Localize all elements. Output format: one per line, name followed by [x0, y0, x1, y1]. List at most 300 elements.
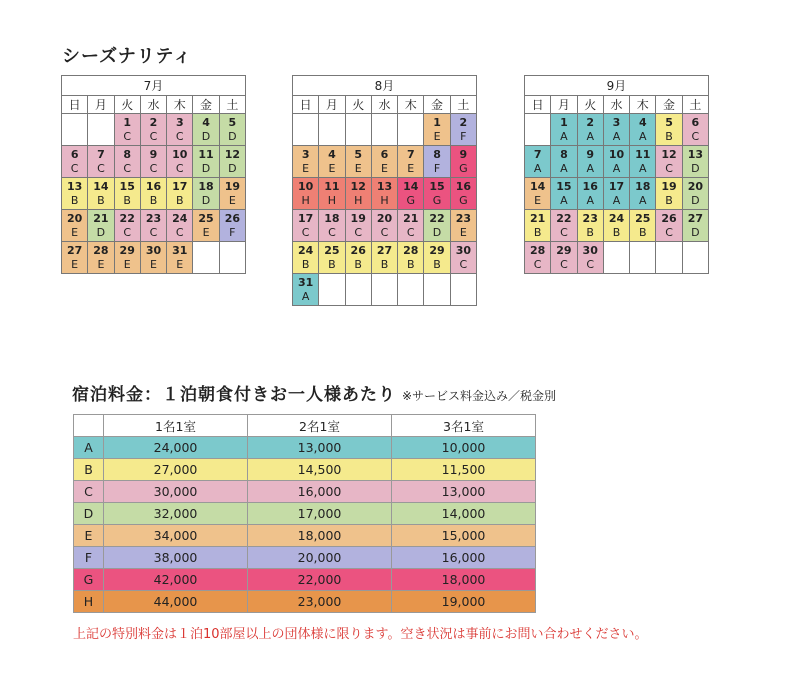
price-row — [74, 481, 536, 503]
day-number: 20 — [687, 179, 703, 193]
calendar-day-cell — [219, 178, 245, 210]
day-number: 17 — [297, 211, 314, 225]
calendar-day-cell — [88, 178, 114, 210]
price-header-cell: 2名1室 — [248, 415, 392, 437]
day-rank: A — [560, 129, 568, 143]
day-number: 26 — [350, 243, 366, 257]
weekday-header: 土 — [682, 96, 708, 114]
calendar-day-cell — [603, 210, 629, 242]
day-number: 18 — [635, 179, 651, 193]
day-rank: E — [150, 257, 157, 271]
day-number: 28 — [93, 243, 109, 257]
price-value-cell: 27,000 — [104, 459, 248, 481]
calendar-day-cell — [140, 210, 166, 242]
day-number: 3 — [612, 115, 621, 129]
day-number: 30 — [455, 243, 471, 257]
price-rank-cell: C — [74, 481, 104, 503]
day-number: 29 — [429, 243, 445, 257]
day-number: 18 — [324, 211, 340, 225]
price-rank-cell: D — [74, 503, 104, 525]
price-row — [74, 547, 536, 569]
day-rank: D — [201, 193, 211, 207]
day-rank: H — [327, 193, 337, 207]
calendar-day-cell — [371, 146, 397, 178]
calendar-day-cell — [114, 146, 140, 178]
price-title — [72, 380, 556, 405]
day-rank: B — [533, 225, 542, 239]
price-value-cell: 24,000 — [104, 437, 248, 459]
seasonality-heading: シーズナリティ — [62, 46, 192, 67]
day-number: 25 — [198, 211, 214, 225]
day-rank: D — [691, 225, 700, 239]
day-rank: C — [533, 257, 542, 271]
price-value-cell: 14,500 — [248, 459, 392, 481]
day-rank: F — [433, 161, 441, 175]
day-rank: C — [175, 129, 184, 143]
day-rank: B — [175, 193, 184, 207]
day-number: 20 — [66, 211, 83, 225]
calendar-day-cell — [424, 242, 450, 274]
weekday-header: 土 — [450, 96, 476, 114]
day-number: 21 — [403, 211, 419, 225]
calendar-day-cell — [525, 210, 551, 242]
day-rank: C — [123, 129, 132, 143]
day-rank: B — [665, 193, 673, 207]
day-rank: A — [560, 161, 568, 175]
day-number: 30 — [582, 243, 598, 257]
price-header-cell — [74, 415, 104, 437]
day-number: 26 — [224, 211, 240, 225]
day-number: 6 — [380, 147, 389, 161]
day-number: 25 — [324, 243, 340, 257]
day-number: 8 — [123, 147, 132, 161]
day-rank: C — [560, 225, 568, 239]
calendar-day-cell — [577, 210, 603, 242]
day-number: 16 — [145, 179, 162, 193]
price-header-cell: 1名1室 — [104, 415, 248, 437]
calendar-day-cell — [62, 242, 88, 274]
calendar-september — [524, 75, 709, 274]
day-rank: A — [560, 193, 568, 207]
day-number: 20 — [376, 211, 393, 225]
calendar-day-cell — [167, 242, 193, 274]
calendar-day-cell — [140, 114, 166, 146]
price-value-cell: 13,000 — [248, 437, 392, 459]
calendar-day-cell — [682, 178, 708, 210]
calendar-empty-cell — [525, 114, 551, 146]
day-number: 14 — [403, 179, 419, 193]
day-number: 4 — [202, 115, 210, 129]
calendar-empty-cell — [603, 242, 629, 274]
calendar-day-cell — [319, 210, 345, 242]
day-rank: E — [123, 257, 131, 271]
day-number: 3 — [175, 115, 184, 129]
price-value-cell: 44,000 — [104, 591, 248, 613]
weekday-header: 木 — [167, 96, 193, 114]
calendar-empty-cell — [656, 242, 682, 274]
day-number: 13 — [66, 179, 83, 193]
calendar-day-cell — [630, 210, 656, 242]
day-number: 8 — [560, 147, 568, 161]
day-rank: C — [70, 161, 79, 175]
day-rank: C — [586, 257, 595, 271]
day-rank: C — [560, 257, 568, 271]
day-rank: E — [381, 161, 388, 175]
calendar-week-row — [293, 178, 477, 210]
day-rank: B — [97, 193, 105, 207]
calendar-day-cell — [193, 210, 219, 242]
day-number: 5 — [665, 115, 673, 129]
day-rank: A — [612, 161, 621, 175]
calendar-empty-cell — [371, 274, 397, 306]
day-number: 28 — [403, 243, 419, 257]
weekday-header: 水 — [603, 96, 629, 114]
price-rank-cell: A — [74, 437, 104, 459]
price-value-cell: 32,000 — [104, 503, 248, 525]
day-rank: D — [691, 161, 700, 175]
day-number: 2 — [149, 115, 158, 129]
day-number: 24 — [172, 211, 188, 225]
calendar-day-cell — [345, 146, 371, 178]
day-number: 9 — [149, 147, 158, 161]
price-row — [74, 459, 536, 481]
calendar-empty-cell — [319, 274, 345, 306]
price-value-cell: 20,000 — [248, 547, 392, 569]
calendar-empty-cell — [424, 274, 450, 306]
price-value-cell: 10,000 — [392, 437, 536, 459]
day-rank: B — [123, 193, 131, 207]
calendar-day-cell — [88, 146, 114, 178]
day-rank: G — [432, 193, 442, 207]
weekday-header: 金 — [424, 96, 450, 114]
calendar-day-cell — [630, 146, 656, 178]
calendar-day-cell — [219, 146, 245, 178]
calendar-empty-cell — [450, 274, 476, 306]
calendar-day-cell — [603, 146, 629, 178]
day-number: 6 — [691, 115, 700, 129]
calendar-day-cell — [630, 114, 656, 146]
day-rank: C — [123, 225, 132, 239]
calendar-day-cell — [167, 178, 193, 210]
price-header-cell: 3名1室 — [392, 415, 536, 437]
day-number: 3 — [301, 147, 310, 161]
day-rank: E — [97, 257, 105, 271]
price-header-row — [74, 415, 536, 437]
day-number: 4 — [328, 147, 336, 161]
day-rank: D — [691, 193, 700, 207]
calendar-day-cell — [167, 210, 193, 242]
calendar-day-cell — [525, 178, 551, 210]
calendar-day-cell — [603, 114, 629, 146]
calendar-day-cell — [398, 146, 424, 178]
day-rank: B — [70, 193, 79, 207]
price-value-cell: 18,000 — [392, 569, 536, 591]
day-rank: B — [301, 257, 310, 271]
day-rank: B — [665, 129, 673, 143]
day-number: 5 — [228, 115, 237, 129]
day-rank: C — [691, 129, 700, 143]
weekday-header: 木 — [630, 96, 656, 114]
day-number: 11 — [635, 147, 651, 161]
calendar-day-cell — [656, 210, 682, 242]
calendar-day-cell — [424, 210, 450, 242]
day-number: 12 — [350, 179, 366, 193]
day-rank: E — [459, 225, 467, 239]
price-value-cell: 17,000 — [248, 503, 392, 525]
day-number: 14 — [529, 179, 546, 193]
calendar-empty-cell — [293, 114, 319, 146]
day-number: 2 — [586, 115, 595, 129]
day-rank: D — [96, 225, 106, 239]
calendar-empty-cell — [319, 114, 345, 146]
price-value-cell: 22,000 — [248, 569, 392, 591]
calendar-day-cell — [630, 178, 656, 210]
day-number: 21 — [93, 211, 109, 225]
calendar-day-cell — [424, 114, 450, 146]
price-value-cell: 42,000 — [104, 569, 248, 591]
day-rank: A — [586, 129, 594, 143]
day-rank: E — [71, 257, 79, 271]
calendar-day-cell — [345, 178, 371, 210]
price-row — [74, 503, 536, 525]
calendar-day-cell — [577, 242, 603, 274]
day-number: 29 — [119, 243, 135, 257]
day-rank: E — [302, 161, 310, 175]
calendar-day-cell — [140, 146, 166, 178]
day-number: 19 — [350, 211, 366, 225]
weekday-header: 土 — [219, 96, 245, 114]
day-rank: E — [433, 129, 441, 143]
calendar-empty-cell — [371, 114, 397, 146]
day-rank: C — [665, 161, 673, 175]
calendar-day-cell — [450, 178, 476, 210]
price-row — [74, 437, 536, 459]
calendar-empty-cell — [88, 114, 114, 146]
day-rank: F — [460, 129, 467, 143]
calendar-day-cell — [140, 242, 166, 274]
day-number: 23 — [582, 211, 598, 225]
calendar-day-cell — [345, 210, 371, 242]
day-number: 9 — [459, 147, 468, 161]
day-rank: H — [354, 193, 363, 207]
day-number: 26 — [661, 211, 677, 225]
calendar-empty-cell — [398, 274, 424, 306]
calendar-month-title: 9月 — [525, 76, 709, 96]
day-rank: E — [71, 225, 79, 239]
day-number: 9 — [586, 147, 595, 161]
day-rank: C — [123, 161, 132, 175]
day-rank: E — [354, 161, 362, 175]
calendar-day-cell — [88, 210, 114, 242]
calendar-week-row — [293, 210, 477, 242]
day-rank: A — [639, 161, 647, 175]
day-rank: D — [432, 225, 442, 239]
day-rank: E — [407, 161, 415, 175]
day-rank: D — [201, 161, 211, 175]
day-number: 27 — [687, 211, 703, 225]
day-rank: C — [380, 225, 389, 239]
day-number: 27 — [66, 243, 83, 257]
day-number: 1 — [433, 115, 441, 129]
calendar-day-cell — [114, 210, 140, 242]
weekday-header: 日 — [525, 96, 551, 114]
day-rank: H — [301, 193, 310, 207]
day-number: 29 — [556, 243, 572, 257]
day-rank: C — [328, 225, 336, 239]
day-rank: B — [328, 257, 336, 271]
day-rank: C — [175, 161, 184, 175]
calendar-day-cell — [88, 242, 114, 274]
calendar-day-cell — [293, 242, 319, 274]
day-rank: E — [202, 225, 210, 239]
day-rank: B — [406, 257, 415, 271]
day-rank: A — [586, 193, 594, 207]
weekday-header: 火 — [577, 96, 603, 114]
day-number: 4 — [638, 115, 647, 129]
day-number: 13 — [687, 147, 703, 161]
price-title-text: 宿泊料金：１泊朝食付きお一人様あたり — [72, 385, 396, 405]
weekday-header: 日 — [293, 96, 319, 114]
day-number: 17 — [608, 179, 625, 193]
calendar-day-cell — [219, 210, 245, 242]
calendar-day-cell — [656, 114, 682, 146]
day-number: 25 — [635, 211, 651, 225]
calendar-week-row — [293, 274, 477, 306]
calendar-day-cell — [371, 210, 397, 242]
calendar-week-row — [62, 146, 246, 178]
calendar-day-cell — [293, 178, 319, 210]
price-rank-cell: E — [74, 525, 104, 547]
day-number: 24 — [608, 211, 625, 225]
calendar-week-row — [62, 114, 246, 146]
day-number: 19 — [224, 179, 240, 193]
day-rank: E — [328, 161, 336, 175]
day-rank: C — [149, 161, 158, 175]
calendar-day-cell — [371, 178, 397, 210]
day-rank: A — [301, 289, 310, 303]
day-rank: A — [612, 193, 621, 207]
day-number: 10 — [172, 147, 188, 161]
calendar-day-cell — [551, 114, 577, 146]
calendar-empty-cell — [398, 114, 424, 146]
calendar-empty-cell — [62, 114, 88, 146]
calendar-day-cell — [193, 178, 219, 210]
day-rank: A — [586, 161, 594, 175]
day-number: 31 — [297, 275, 314, 289]
price-row — [74, 525, 536, 547]
day-rank: C — [97, 161, 105, 175]
price-value-cell: 14,000 — [392, 503, 536, 525]
day-number: 11 — [324, 179, 340, 193]
calendar-day-cell — [114, 114, 140, 146]
day-rank: C — [406, 225, 415, 239]
calendar-july — [61, 75, 246, 274]
day-rank: A — [639, 129, 647, 143]
calendar-empty-cell — [193, 242, 219, 274]
calendar-empty-cell — [345, 114, 371, 146]
day-rank: E — [534, 193, 542, 207]
calendar-day-cell — [167, 146, 193, 178]
day-number: 7 — [406, 147, 415, 161]
calendar-month-title: 8月 — [293, 76, 477, 96]
day-number: 22 — [556, 211, 572, 225]
calendar-day-cell — [424, 146, 450, 178]
weekday-header: 水 — [140, 96, 166, 114]
calendar-day-cell — [219, 114, 245, 146]
calendar-month-title: 7月 — [62, 76, 246, 96]
day-number: 12 — [661, 147, 677, 161]
calendar-day-cell — [551, 178, 577, 210]
day-number: 12 — [224, 147, 240, 161]
calendar-day-cell — [551, 146, 577, 178]
calendar-day-cell — [345, 242, 371, 274]
day-number: 10 — [608, 147, 625, 161]
day-number: 28 — [529, 243, 546, 257]
calendar-week-row — [62, 242, 246, 274]
calendar-day-cell — [319, 178, 345, 210]
day-rank: D — [201, 129, 211, 143]
calendar-day-cell — [551, 210, 577, 242]
day-rank: E — [176, 257, 184, 271]
calendar-week-row — [293, 146, 477, 178]
day-rank: A — [612, 129, 621, 143]
day-number: 15 — [119, 179, 135, 193]
price-value-cell: 18,000 — [248, 525, 392, 547]
day-rank: B — [638, 225, 647, 239]
calendar-day-cell — [577, 114, 603, 146]
price-value-cell: 34,000 — [104, 525, 248, 547]
calendar-day-cell — [293, 210, 319, 242]
calendar-day-cell — [293, 274, 319, 306]
calendar-week-row — [525, 114, 709, 146]
calendar-empty-cell — [345, 274, 371, 306]
day-rank: B — [149, 193, 158, 207]
price-row — [74, 591, 536, 613]
calendar-day-cell — [62, 178, 88, 210]
calendar-week-row — [62, 178, 246, 210]
day-number: 14 — [93, 179, 109, 193]
day-number: 11 — [198, 147, 214, 161]
calendar-day-cell — [682, 146, 708, 178]
price-value-cell: 19,000 — [392, 591, 536, 613]
price-value-cell: 16,000 — [248, 481, 392, 503]
day-number: 15 — [429, 179, 445, 193]
calendar-day-cell — [577, 146, 603, 178]
day-number: 18 — [198, 179, 214, 193]
day-number: 22 — [119, 211, 135, 225]
day-number: 16 — [455, 179, 471, 193]
calendar-empty-cell — [682, 242, 708, 274]
price-rank-cell: G — [74, 569, 104, 591]
calendar-day-cell — [398, 178, 424, 210]
day-rank: C — [175, 225, 184, 239]
day-rank: B — [586, 225, 594, 239]
price-value-cell: 23,000 — [248, 591, 392, 613]
day-rank: C — [149, 225, 158, 239]
weekday-header: 木 — [398, 96, 424, 114]
calendar-day-cell — [551, 242, 577, 274]
day-rank: D — [228, 129, 237, 143]
day-rank: C — [665, 225, 673, 239]
calendar-day-cell — [293, 146, 319, 178]
calendar-day-cell — [114, 242, 140, 274]
calendar-day-cell — [319, 242, 345, 274]
day-rank: H — [380, 193, 389, 207]
weekday-header: 月 — [88, 96, 114, 114]
calendar-day-cell — [450, 210, 476, 242]
day-rank: C — [459, 257, 468, 271]
price-value-cell: 15,000 — [392, 525, 536, 547]
